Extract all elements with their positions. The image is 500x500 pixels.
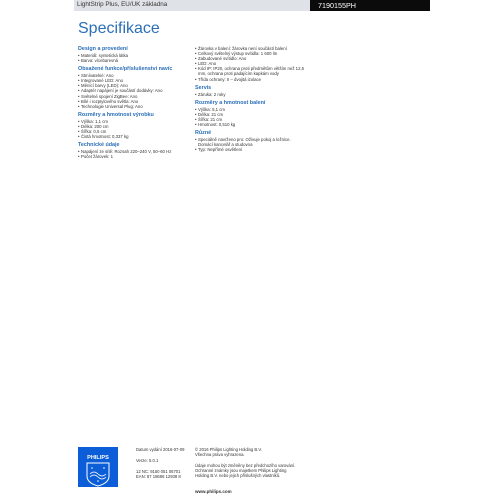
spec-item: • Typ: Nepřímé osvětlení (195, 147, 305, 152)
footer-copyright (195, 447, 330, 478)
spec-section (195, 100, 305, 127)
section-title: Rozměry a hmotnost výrobku (78, 111, 154, 118)
spec-item: • Čistá hmotnost: 0,337 kg (78, 134, 188, 139)
website-link[interactable]: www.philips.com (195, 489, 232, 494)
spec-item: • Třída ochrany: II – dvojitá izolace (195, 77, 305, 82)
spec-item: • Speciálně navrženo pro: Oživuje pokoj a ložnice. Domácí kancelář a studovna (195, 137, 305, 147)
spec-section (78, 66, 188, 109)
footer-copyright-line: Všechna práva vyhrazena. (195, 452, 245, 457)
footer-copyright-line: Holding B.V. nebo jejich příslušných vlastníků. (195, 473, 281, 478)
spec-column-left (78, 46, 188, 162)
philips-shield-icon (78, 447, 118, 487)
section-title: Obsažené funkce/příslušenství navíc (78, 66, 173, 73)
spec-item: • Světelné spojení ZigBee: Ano (78, 94, 188, 99)
philips-logo (78, 447, 118, 487)
section-title: Servis (195, 84, 212, 91)
spec-item: • Šířka: 21 cm (195, 117, 305, 122)
footer-copyright-line: Ochranné známky jsou majetkem Philips Lighting (195, 468, 287, 473)
footer-info (136, 447, 196, 479)
spec-section (78, 112, 188, 139)
spec-item: • Měnící barvy (LED): Ano (78, 83, 188, 88)
footer-info-line: 12 NC: 9150 051 06701 (136, 469, 181, 474)
spec-item: • Bílé i rozptylového světla: Ano (78, 99, 188, 104)
spec-item: • Celkový světelný výstup svítidla: 1 600 lm (195, 51, 305, 56)
spec-section (195, 85, 305, 97)
spec-section (195, 130, 305, 152)
spec-item: • Barva: vícebarevná (78, 58, 188, 63)
header-product-code: 7190155PH (318, 1, 356, 10)
section-title: Rozměry a hmotnost balení (195, 99, 266, 106)
logo-text: PHILIPS (87, 455, 109, 461)
spec-item: • Výška: 5,1 cm (195, 107, 305, 112)
spec-item: • Šířka: 0,5 cm (78, 129, 188, 134)
spec-item: • Hmotnost: 0,510 kg (195, 122, 305, 127)
spec-list (78, 53, 188, 63)
spec-section (78, 46, 188, 63)
footer-copyright-line: © 2016 Philips Lighting Holding B.V. (195, 447, 262, 452)
header-bar (74, 0, 430, 11)
header-product-name-box (74, 0, 310, 11)
spec-item: • Délka: 21 cm (195, 112, 305, 117)
spec-item: • Kód IP: IP20, ochrana proti předmětům větším než 12,5 mm, ochrana proti padajícím kapkám vody (195, 66, 305, 76)
spec-list (195, 107, 305, 127)
spec-list (78, 149, 188, 159)
spec-item: • Napájení ze sítě: Rozsah 220–240 V, 50–60 Hz (78, 149, 188, 154)
spec-item: • Technologie Universal Plug: Ano (78, 104, 188, 109)
page-title: Specifikace (78, 20, 160, 37)
spec-item: • Adaptér napájení je součástí dodávky: Ano (78, 88, 188, 93)
spec-item: • Záruka: 2 roky (195, 92, 305, 97)
section-title: Design a provedení (78, 46, 128, 52)
section-title: Technické údaje (78, 142, 120, 149)
header-product-code-box (310, 0, 430, 11)
spec-item: • Zabudované svítidlo: Ano (195, 56, 305, 61)
spec-list (195, 137, 305, 152)
spec-item: • Integrované LED: Ano (78, 78, 188, 83)
spec-item: • Žárovka v balení: žárovka není součástí balení (195, 46, 305, 51)
header-product-name: LightStrip Plus, EU/UK základna (77, 1, 168, 8)
footer-info-line: Verze: 5.0.1 (136, 458, 159, 463)
footer-info-line: Datum vydání 2016-07-09 (136, 447, 185, 452)
spec-list (78, 73, 188, 109)
spec-item: • Výška: 1,1 cm (78, 119, 188, 124)
footer-info-line: EAN: 87 18696 12938 8 (136, 474, 181, 479)
spec-list (78, 119, 188, 139)
spec-item: • Stmívatelné: Ano (78, 73, 188, 78)
spec-item: • Materiál: syntetická látka (78, 53, 188, 58)
spec-item: • LED: Ano (195, 61, 305, 66)
spec-column-right (195, 46, 305, 155)
spec-list (195, 92, 305, 97)
footer-copyright-line: Údaje mohou být změněny bez předchozího varování. (195, 463, 296, 468)
spec-item: • Počet žárovek: 1 (78, 154, 188, 159)
spec-section (195, 46, 305, 82)
section-title: Různé (195, 130, 212, 137)
spec-section (78, 142, 188, 159)
spec-item: • Délka: 200 cm (78, 124, 188, 129)
spec-list (195, 46, 305, 82)
